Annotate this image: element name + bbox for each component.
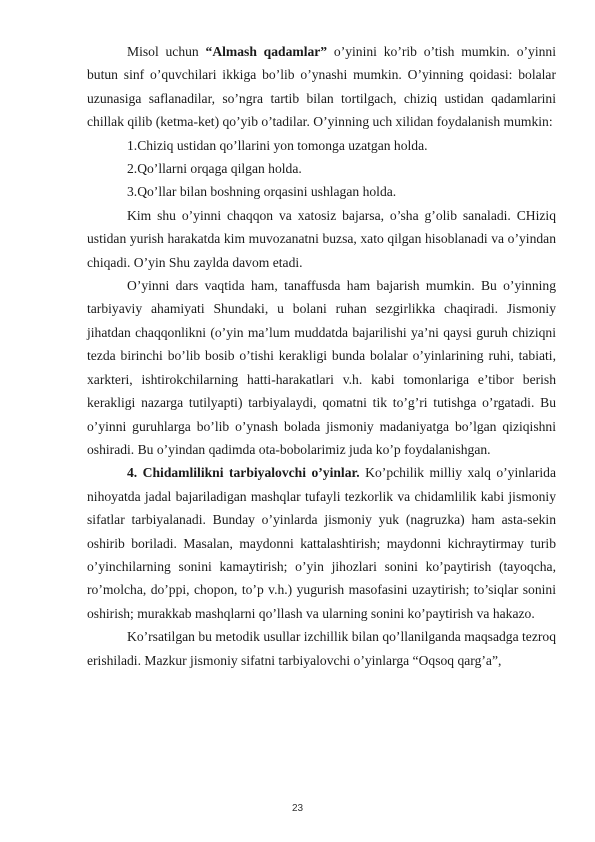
game-title: “Almash qadamlar” <box>205 44 328 59</box>
page-body <box>87 40 556 672</box>
paragraph-almash-qadamlar <box>87 40 556 134</box>
text: o’yinini ko’rib o’tish mumkin. o’yinni butun sinf o’quvchilari ikkiga bo’lib o’ynashi mumkin. O’yinning qoidasi: bolalar uzunasiga saflanadilar, so’ngra tartib bilan tortilgach, chiziq ustidan qadamlarini chillak qilib (ketma-ket) qo’yib o’tadilar. O’yinning uch xilidan foydalanish mumkin: <box>87 44 556 130</box>
section-heading: 4. Chidamlilikni tarbiyalovchi o’yinlar. <box>127 465 360 481</box>
paragraph-winner: Kim shu o’yinni chaqqon va xatosiz bajarsa, o’sha g’olib sanaladi. CHiziq ustidan yurish harakatda kim muvozanatni buzsa, xato qilgan hisoblanadi va o’yindan chiqadi. O’yin Shu zaylda davom etadi. <box>87 207 556 270</box>
paragraph-methods: Ko’rsatilgan bu metodik usullar izchillik bilan qo’llanilganda maqsadga tezroq erishiladi. Mazkur jismoniy sifatni tarbiyalovchi o’yinlarga “Oqsoq qarg’a”, <box>87 629 556 668</box>
list-item-3: 3.Qo’llar bilan boshning orqasini ushlagan holda. <box>127 184 397 200</box>
text: Ko’pchilik milliy xalq o’yinlarida nihoyatda jadal bajariladigan mashqlar tufayli tezkorlik va chidamlilik kabi jismoniy sifatlar tarbiyalanadi. Bunday o’yinlarda jismoniy yuk (nagruzka) ham asta-sekin oshirib boriladi. Masalan, maydonni kattalashtirish; maydonni kichraytirmay turib o’yinchilarning sonini kamaytirish; o’yin jihozlari sonini ko’paytirish (tayoqcha, ro’molcha, do’ppi, chopon, to’p v.h.) yugurish masofasini uzaytirish; to’siqlar sonini oshirish; murakkab mashqlarni qo’llash va ularning sonini ko’paytirish va hakazo. <box>87 465 556 621</box>
text: Misol uchun <box>127 44 206 59</box>
paragraph-benefits: O’yinni dars vaqtida ham, tanaffusda ham bajarish mumkin. Bu o’yinning tarbiyaviy ahamiyati Shundaki, u bolani ruhan sezgirlikka chaqiradi. Jismoniy jihatdan chaqqonlikni (o’yin ma’lum muddatda bajarilishi ya’ni qaysi guruh chiziqni tezda birinchi bo’lib bosib o’tishi kerakligi bunda bolalar o’yinlarining ruhi, tabiati, xarkteri, ishtirokchilarning hatti-harakatlari v.h. kabi tomonlariga e’tibor berish kerakligi nazarga tutilyapti) tarbiyalaydi, qomatni tik to’g’ri tutishga o’rgatadi. Bu o’yinni guruhlarga bo’lib o’ynash bolada jismoniy madaniyatga bo’lgan qiziqishni oshiradi. Bu o’yindan qadimda ota-bobolarimiz juda ko’p foydalanishgan. <box>87 278 556 457</box>
list-item-2: 2.Qo’llarni orqaga qilgan holda. <box>127 161 302 177</box>
paragraph-endurance-games <box>87 461 556 625</box>
list-item-1: 1.Chiziq ustidan qo’llarini yon tomonga uzatgan holda. <box>127 137 428 153</box>
page-number: 23 <box>291 803 304 814</box>
